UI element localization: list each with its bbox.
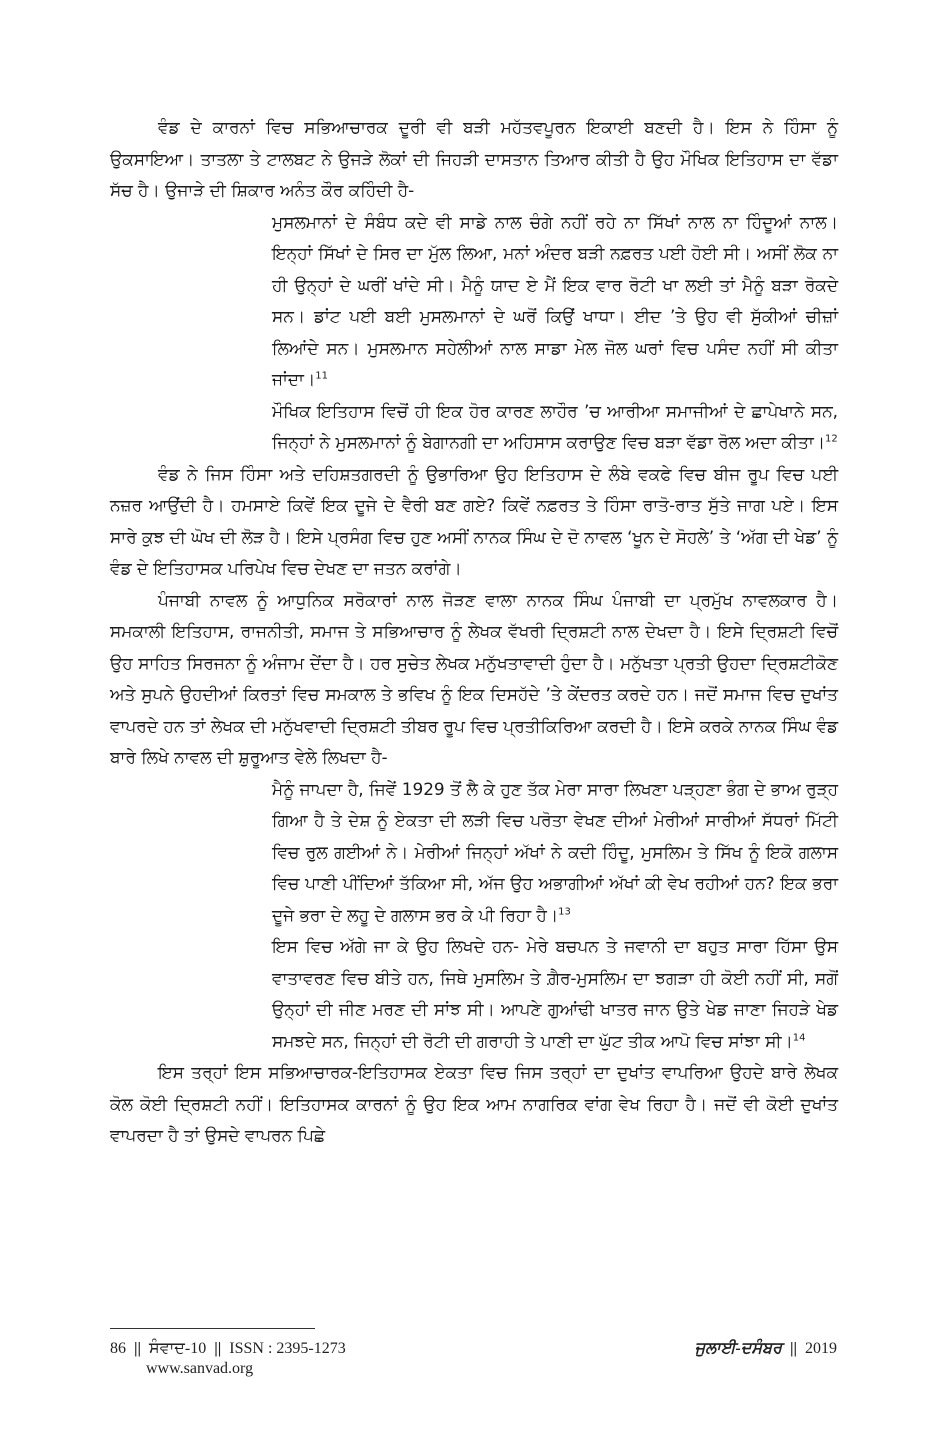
issn: ISSN : 2395-1273	[229, 1340, 346, 1357]
block-quote-4	[272, 931, 838, 1057]
block-quote-4-text: ਇਸ ਵਿਚ ਅੱਗੇ ਜਾ ਕੇ ਉਹ ਲਿਖਦੇ ਹਨ- ਮੇਰੇ ਬਚਪਨ ਤੇ ਜਵਾਨੀ ਦਾ ਬਹੁਤ ਸਾਰਾ ਹਿੱਸਾ ਉਸ ਵਾਤਾਵਰਣ ਵਿਚ ਬੀਤੇ ਹਨ, ਜਿਥੇ ਮੁਸਲਿਮ ਤੇ ਗ਼ੈਰ-ਮੁਸਲਿਮ ਦਾ ਝਗੜਾ ਹੀ ਕੋਈ ਨਹੀਂ ਸੀ, ਸਗੋਂ ਉਨ੍ਹਾਂ ਦੀ ਜੀਣ ਮਰਣ ਦੀ ਸਾਂਝ ਸੀ। ਆਪਣੇ ਗੁਆਂਢੀ ਖਾਤਰ ਜਾਨ ਉਤੇ ਖੇਡ ਜਾਣਾ ਜਿਹੜੇ ਖੇਡ ਸਮਝਦੇ ਸਨ, ਜਿਨ੍ਹਾਂ ਦੀ ਰੋਟੀ ਦੀ ਗਰਾਹੀ ਤੇ ਪਾਣੀ ਦਾ ਘੁੱਟ ਤੀਕ ਆਪੋ ਵਿਚ ਸਾਂਝਾ ਸੀ।	[272, 936, 838, 1051]
block-quote-2-text: ਮੌਖਿਕ ਇਤਿਹਾਸ ਵਿਚੋਂ ਹੀ ਇਕ ਹੋਰ ਕਾਰਣ ਲਾਹੌਰ ’ਚ ਆਰੀਆ ਸਮਾਜੀਆਂ ਦੇ ਛਾਪੇਖਾਨੇ ਸਨ, ਜਿਨ੍ਹਾਂ ਨੇ ਮੁਸਲਮਾਨਾਂ ਨੂੰ ਬੇਗਾਨਗੀ ਦਾ ਅਹਿਸਾਸ ਕਰਾਉਣ ਵਿਚ ਬੜਾ ਵੱਡਾ ਰੋਲ ਅਦਾ ਕੀਤਾ।	[272, 400, 838, 452]
footer-divider	[110, 1328, 315, 1329]
block-quote-1-text: ਮੁਸਲਮਾਨਾਂ ਦੇ ਸੰਬੰਧ ਕਦੇ ਵੀ ਸਾਡੇ ਨਾਲ ਚੰਗੇ ਨਹੀਂ ਰਹੇ ਨਾ ਸਿੱਖਾਂ ਨਾਲ ਨਾ ਹਿੰਦੂਆਂ ਨਾਲ। ਇਨ੍ਹਾਂ ਸਿੱਖਾਂ ਦੇ ਸਿਰ ਦਾ ਮੁੱਲ ਲਿਆ, ਮਨਾਂ ਅੰਦਰ ਬੜੀ ਨਫ਼ਰਤ ਪਈ ਹੋਈ ਸੀ। ਅਸੀਂ ਲੋਕ ਨਾ ਹੀ ਉਨ੍ਹਾਂ ਦੇ ਘਰੀਂ ਖਾਂਦੇ ਸੀ। ਮੈਨੂੰ ਯਾਦ ਏ ਮੈਂ ਇਕ ਵਾਰ ਰੋਟੀ ਖਾ ਲਈ ਤਾਂ ਮੈਨੂੰ ਬੜਾ ਰੋਕਦੇ ਸਨ। ਡਾਂਟ ਪਈ ਬਈ ਮੁਸਲਮਾਨਾਂ ਦੇ ਘਰੋਂ ਕਿਉਂ ਖਾਧਾ। ਈਦ ’ਤੇ ਉਹ ਵੀ ਸੁੱਕੀਆਂ ਚੀਜ਼ਾਂ ਲਿਆਂਦੇ ਸਨ। ਮੁਸਲਮਾਨ ਸਹੇਲੀਆਂ ਨਾਲ ਸਾਡਾ ਮੇਲ ਜੋਲ ਘਰਾਂ ਵਿਚ ਪਸੰਦ ਨਹੀਂ ਸੀ ਕੀਤਾ ਜਾਂਦਾ।	[272, 211, 839, 389]
footer-right	[695, 1340, 837, 1358]
block-quote-3	[272, 774, 838, 932]
footnote-ref-14: 14	[792, 1031, 806, 1043]
footer-separator-1: ||	[134, 1340, 142, 1357]
block-quote-1	[272, 207, 838, 396]
footnote-ref-12: 12	[825, 433, 838, 445]
footnote-ref-13: 13	[558, 905, 571, 917]
paragraph-4: ਇਸ ਤਰ੍ਹਾਂ ਇਸ ਸਭਿਆਚਾਰਕ-ਇਤਿਹਾਸਕ ਏਕਤਾ ਵਿਚ ਜਿਸ ਤਰ੍ਹਾਂ ਦਾ ਦੁਖਾਂਤ ਵਾਪਰਿਆ ਉਹਦੇ ਬਾਰੇ ਲੇਖਕ ਕੋਲ ਕੋਈ ਦ੍ਰਿਸ਼ਟੀ ਨਹੀਂ। ਇਤਿਹਾਸਕ ਕਾਰਨਾਂ ਨੂੰ ਉਹ ਇਕ ਆਮ ਨਾਗਰਿਕ ਵਾਂਗ ਵੇਖ ਰਿਹਾ ਹੈ। ਜਦੋਂ ਵੀ ਕੋਈ ਦੁਖਾਂਤ ਵਾਪਰਦਾ ਹੈ ਤਾਂ ਉਸਦੇ ਵਾਪਰਨ ਪਿਛੇ	[110, 1062, 838, 1145]
footnote-ref-11: 11	[315, 370, 328, 382]
footer-separator-3: ||	[789, 1340, 797, 1357]
website-link[interactable]: www.sanvad.org	[146, 1360, 254, 1377]
footer-separator-2: ||	[214, 1340, 222, 1357]
footer-left	[110, 1340, 346, 1358]
paragraph-3: ਪੰਜਾਬੀ ਨਾਵਲ ਨੂੰ ਆਧੁਨਿਕ ਸਰੋਕਾਰਾਂ ਨਾਲ ਜੋੜਣ ਵਾਲਾ ਨਾਨਕ ਸਿੰਘ ਪੰਜਾਬੀ ਦਾ ਪ੍ਰਮੁੱਖ ਨਾਵਲਕਾਰ ਹੈ। ਸਮਕਾਲੀ ਇਤਿਹਾਸ, ਰਾਜਨੀਤੀ, ਸਮਾਜ ਤੇ ਸਭਿਆਚਾਰ ਨੂੰ ਲੇਖਕ ਵੱਖਰੀ ਦ੍ਰਿਸ਼ਟੀ ਨਾਲ ਦੇਖਦਾ ਹੈ। ਇਸੇ ਦ੍ਰਿਸ਼ਟੀ ਵਿਚੋਂ ਉਹ ਸਾਹਿਤ ਸਿਰਜਨਾ ਨੂੰ ਅੰਜਾਮ ਦੇਂਦਾ ਹੈ। ਹਰ ਸੁਚੇਤ ਲੇਖਕ ਮਨੁੱਖਤਾਵਾਦੀ ਹੁੰਦਾ ਹੈ। ਮਨੁੱਖਤਾ ਪ੍ਰਤੀ ਉਹਦਾ ਦ੍ਰਿਸ਼ਟੀਕੋਣ ਅਤੇ ਸੁਪਨੇ ਉਹਦੀਆਂ ਕਿਰਤਾਂ ਵਿਚ ਸਮਕਾਲ ਤੇ ਭਵਿਖ ਨੂੰ ਇਕ ਦਿਸਹੱਦੇ ’ਤੇ ਕੇਂਦਰਤ ਕਰਦੇ ਹਨ। ਜਦੋਂ ਸਮਾਜ ਵਿਚ ਦੁਖਾਂਤ ਵਾਪਰਦੇ ਹਨ ਤਾਂ ਲੇਖਕ ਦੀ ਮਨੁੱਖਵਾਦੀ ਦ੍ਰਿਸ਼ਟੀ ਤੀਬਰ ਰੂਪ ਵਿਚ ਪ੍ਰਤੀਕਿਰਿਆ ਕਰਦੀ ਹੈ। ਇਸੇ ਕਰਕੇ ਨਾਨਕ ਸਿੰਘ ਵੰਡ ਬਾਰੇ ਲਿਖੇ ਨਾਵਲ ਦੀ ਸ਼ੁਰੂਆਤ ਵੇਲੇ ਲਿਖਦਾ ਹੈ-	[110, 589, 838, 767]
block-quote-2	[272, 396, 838, 459]
issue-months: ਜੁਲਾਈ-ਦਸੰਬਰ	[694, 1340, 782, 1357]
issue-year: 2019	[805, 1340, 837, 1357]
block-quote-3-text: ਮੈਨੂੰ ਜਾਪਦਾ ਹੈ, ਜਿਵੇਂ 1929 ਤੋਂ ਲੈ ਕੇ ਹੁਣ ਤੱਕ ਮੇਰਾ ਸਾਰਾ ਲਿਖਣਾ ਪੜ੍ਹਣਾ ਭੰਗ ਦੇ ਭਾਅ ਰੁੜ੍ਹ ਗਿਆ ਹੈ ਤੇ ਦੇਸ਼ ਨੂੰ ਏਕਤਾ ਦੀ ਲੜੀ ਵਿਚ ਪਰੋਤਾ ਵੇਖਣ ਦੀਆਂ ਮੇਰੀਆਂ ਸਾਰੀਆਂ ਸੱਧਰਾਂ ਮਿੱਟੀ ਵਿਚ ਰੁਲ ਗਈਆਂ ਨੇ। ਮੇਰੀਆਂ ਜਿਨ੍ਹਾਂ ਅੱਖਾਂ ਨੇ ਕਦੀ ਹਿੰਦੂ, ਮੁਸਲਿਮ ਤੇ ਸਿੱਖ ਨੂੰ ਇਕੋ ਗਲਾਸ ਵਿਚ ਪਾਣੀ ਪੀਂਦਿਆਂ ਤੱਕਿਆ ਸੀ, ਅੱਜ ਉਹ ਅਭਾਗੀਆਂ ਅੱਖਾਂ ਕੀ ਵੇਖ ਰਹੀਆਂ ਹਨ? ਇਕ ਭਰਾ ਦੂਜੇ ਭਰਾ ਦੇ ਲਹੂ ਦੇ ਗਲਾਸ ਭਰ ਕੇ ਪੀ ਰਿਹਾ ਹੈ।	[272, 778, 838, 925]
page-number: 86	[110, 1340, 126, 1357]
paragraph-2: ਵੰਡ ਨੇ ਜਿਸ ਹਿੰਸਾ ਅਤੇ ਦਹਿਸ਼ਤਗਰਦੀ ਨੂੰ ਉਭਾਰਿਆ ਉਹ ਇਤਿਹਾਸ ਦੇ ਲੰਬੇ ਵਕਫੇ ਵਿਚ ਬੀਜ ਰੂਪ ਵਿਚ ਪਈ ਨਜ਼ਰ ਆਉਂਦੀ ਹੈ। ਹਮਸਾਏ ਕਿਵੇਂ ਇਕ ਦੂਜੇ ਦੇ ਵੈਰੀ ਬਣ ਗਏ? ਕਿਵੇਂ ਨਫ਼ਰਤ ਤੇ ਹਿੰਸਾ ਰਾਤੋ-ਰਾਤ ਸੁੱਤੇ ਜਾਗ ਪਏ। ਇਸ ਸਾਰੇ ਕੁਝ ਦੀ ਘੋਖ ਦੀ ਲੋੜ ਹੈ। ਇਸੇ ਪ੍ਰਸੰਗ ਵਿਚ ਹੁਣ ਅਸੀਂ ਨਾਨਕ ਸਿੰਘ ਦੇ ਦੋ ਨਾਵਲ ‘ਖੂਨ ਦੇ ਸੋਹਲੇ’ ਤੇ ‘ਅੱਗ ਦੀ ਖੇਡ’ ਨੂੰ ਵੰਡ ਦੇ ਇਤਿਹਾਸਕ ਪਰਿਪੇਖ ਵਿਚ ਦੇਖਣ ਦਾ ਜਤਨ ਕਰਾਂਗੇ।	[110, 463, 838, 578]
paragraph-1: ਵੰਡ ਦੇ ਕਾਰਨਾਂ ਵਿਚ ਸਭਿਆਚਾਰਕ ਦੂਰੀ ਵੀ ਬੜੀ ਮਹੱਤਵਪੂਰਨ ਇਕਾਈ ਬਣਦੀ ਹੈ। ਇਸ ਨੇ ਹਿੰਸਾ ਨੂੰ ਉਕਸਾਇਆ। ਤਾਤਲਾ ਤੇ ਟਾਲਬਟ ਨੇ ਉਜੜੇ ਲੋਕਾਂ ਦੀ ਜਿਹੜੀ ਦਾਸਤਾਨ ਤਿਆਰ ਕੀਤੀ ਹੈ ਉਹ ਮੌਖਿਕ ਇਤਿਹਾਸ ਦਾ ਵੱਡਾ ਸੱਚ ਹੈ। ਉਜਾੜੇ ਦੀ ਸ਼ਿਕਾਰ ਅਨੰਤ ਕੌਰ ਕਹਿੰਦੀ ਹੈ-	[110, 117, 838, 200]
journal-name: ਸੰਵਾਦ-10	[149, 1340, 207, 1357]
page-body	[110, 112, 838, 1152]
